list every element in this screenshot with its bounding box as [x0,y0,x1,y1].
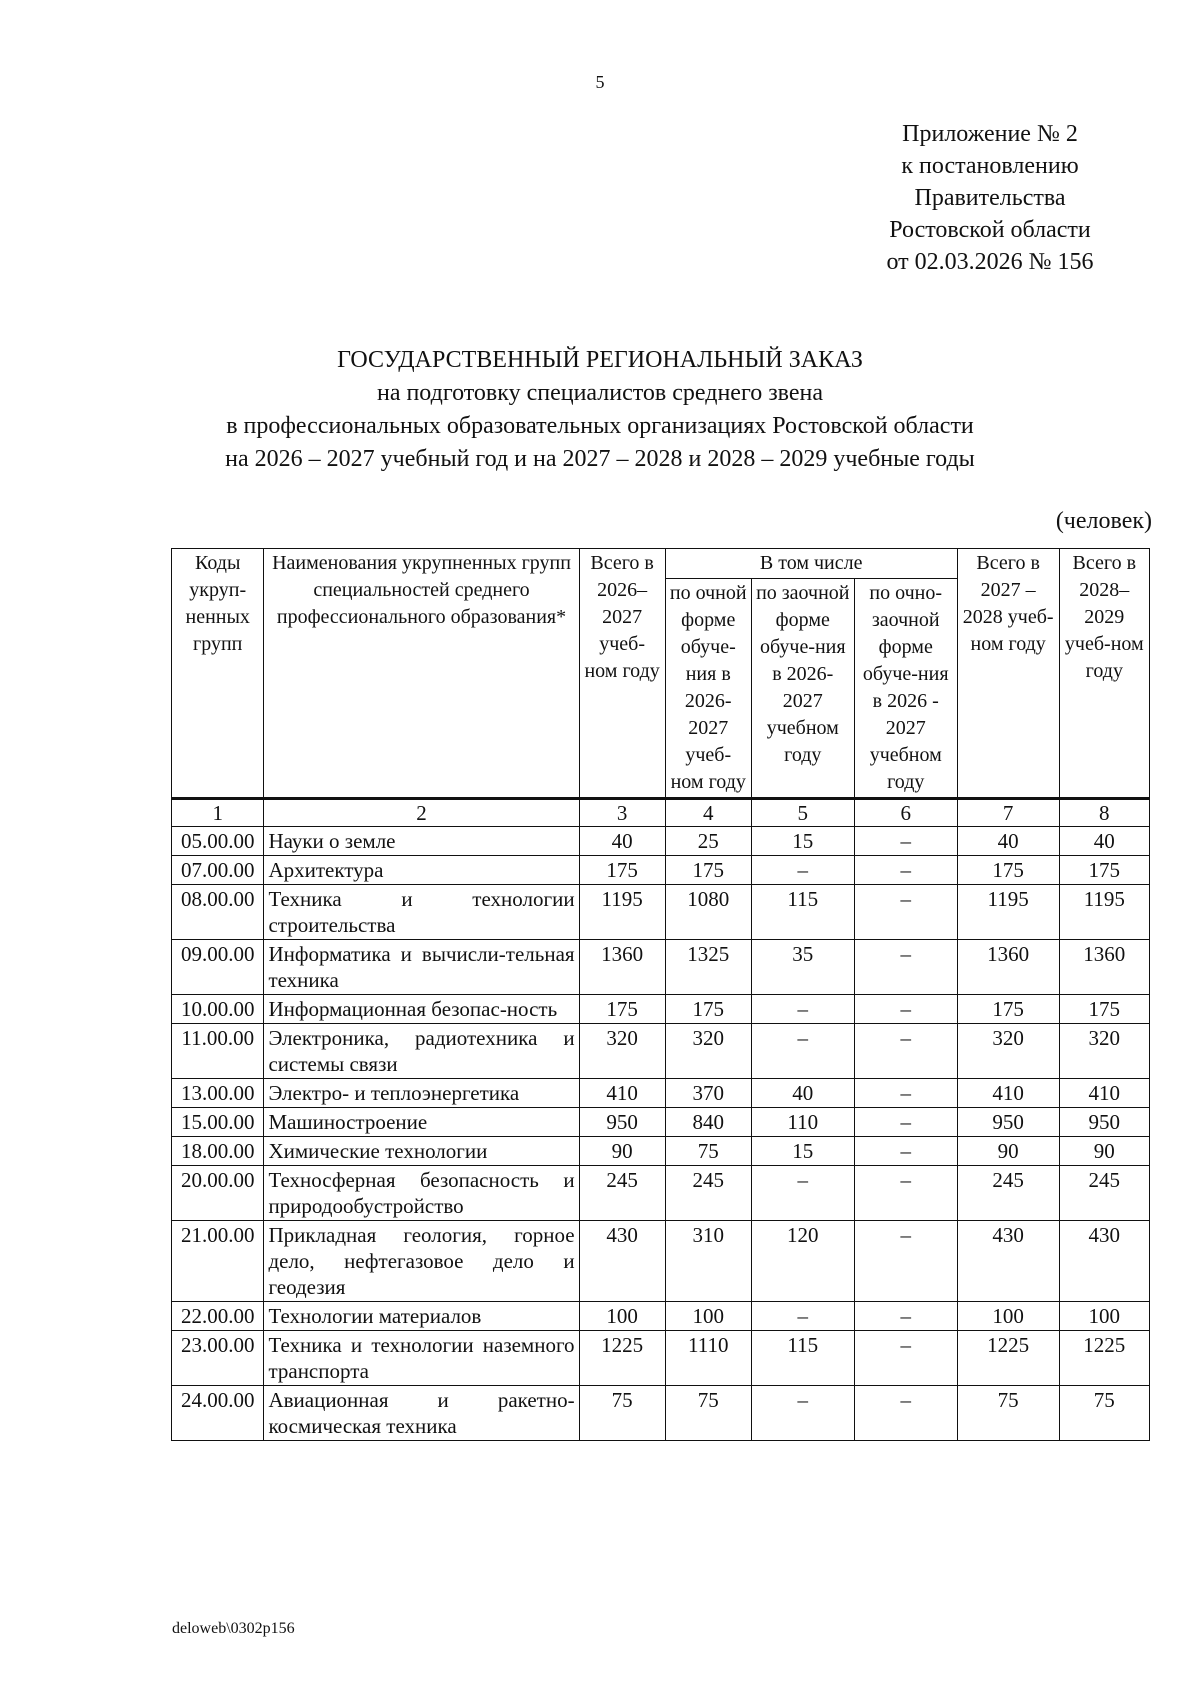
table-row [172,885,1150,940]
total-2027-value: 90 [957,1137,1059,1166]
part-time-value: – [751,856,854,885]
specialty-code: 11.00.00 [172,1024,264,1079]
appendix-line: от 02.03.2026 № 156 [886,249,1094,275]
total-2028-value: 1195 [1059,885,1149,940]
total-2028-value: 410 [1059,1079,1149,1108]
total-2027-value: 1195 [957,885,1059,940]
order-table [171,548,1150,1441]
total-2026-value: 1360 [579,940,665,995]
mixed-value: – [854,1137,957,1166]
part-time-value: 115 [751,885,854,940]
total-2027-value: 100 [957,1302,1059,1331]
specialty-code: 22.00.00 [172,1302,264,1331]
title-line: в профессиональных образовательных организациях Ростовской области [226,413,974,439]
part-time-value: 35 [751,940,854,995]
title-line: на подготовку специалистов среднего звена [376,380,824,406]
specialty-code: 05.00.00 [172,827,264,856]
full-time-value: 75 [665,1137,751,1166]
total-2026-value: 75 [579,1386,665,1441]
specialty-name: Информационная безопас-ность [264,995,579,1024]
title-heading: ГОСУДАРСТВЕННЫЙ РЕГИОНАЛЬНЫЙ ЗАКАЗ [337,347,863,373]
header-mixed: по очно-заочной форме обуче-ния в 2026 - 2027 учебном году [854,579,957,799]
total-2026-value: 1225 [579,1331,665,1386]
table-row [172,1166,1150,1221]
header-total-2026: Всего в 2026–2027 учеб-ном году [579,549,665,799]
total-2027-value: 245 [957,1166,1059,1221]
total-2026-value: 175 [579,856,665,885]
header-total-2028: Всего в 2028–2029 учеб-ном году [1059,549,1149,799]
specialty-name: Техносферная безопасность и природообустройство [264,1166,579,1221]
total-2026-value: 950 [579,1108,665,1137]
specialty-name: Информатика и вычисли-тельная техника [264,940,579,995]
full-time-value: 840 [665,1108,751,1137]
total-2028-value: 40 [1059,827,1149,856]
column-number: 7 [957,799,1059,827]
mixed-value: – [854,995,957,1024]
part-time-value: 110 [751,1108,854,1137]
total-2026-value: 175 [579,995,665,1024]
specialty-code: 24.00.00 [172,1386,264,1441]
page-number: 5 [595,72,605,92]
specialty-name: Машиностроение [264,1108,579,1137]
specialty-code: 21.00.00 [172,1221,264,1302]
total-2028-value: 1225 [1059,1331,1149,1386]
mixed-value: – [854,827,957,856]
full-time-value: 100 [665,1302,751,1331]
mixed-value: – [854,856,957,885]
column-number: 6 [854,799,957,827]
total-2027-value: 950 [957,1108,1059,1137]
units-label: (человек) [1055,508,1152,534]
total-2028-value: 245 [1059,1166,1149,1221]
total-2026-value: 1195 [579,885,665,940]
table-row [172,1221,1150,1302]
mixed-value: – [854,1331,957,1386]
column-number: 3 [579,799,665,827]
specialty-code: 08.00.00 [172,885,264,940]
full-time-value: 75 [665,1386,751,1441]
full-time-value: 175 [665,856,751,885]
total-2027-value: 320 [957,1024,1059,1079]
total-2026-value: 100 [579,1302,665,1331]
table-row [172,1137,1150,1166]
specialty-code: 13.00.00 [172,1079,264,1108]
table-row [172,1108,1150,1137]
total-2027-value: 1360 [957,940,1059,995]
header-code: Коды укруп-ненных групп [172,549,264,799]
specialty-name: Технологии материалов [264,1302,579,1331]
mixed-value: – [854,1079,957,1108]
mixed-value: – [854,1302,957,1331]
total-2026-value: 430 [579,1221,665,1302]
part-time-value: 115 [751,1331,854,1386]
mixed-value: – [854,1386,957,1441]
specialty-code: 18.00.00 [172,1137,264,1166]
header-including: В том числе [665,549,957,579]
total-2028-value: 430 [1059,1221,1149,1302]
column-number: 8 [1059,799,1149,827]
full-time-value: 25 [665,827,751,856]
specialty-code: 23.00.00 [172,1331,264,1386]
specialty-code: 10.00.00 [172,995,264,1024]
table-row [172,1331,1150,1386]
part-time-value: – [751,1166,854,1221]
full-time-value: 245 [665,1166,751,1221]
total-2028-value: 75 [1059,1386,1149,1441]
header-full-time: по очной форме обуче-ния в 2026-2027 учеб-ном году [665,579,751,799]
table-row [172,995,1150,1024]
total-2028-value: 950 [1059,1108,1149,1137]
column-number: 1 [172,799,264,827]
total-2026-value: 90 [579,1137,665,1166]
header-total-2027: Всего в 2027 – 2028 учеб-ном году [957,549,1059,799]
column-number: 4 [665,799,751,827]
total-2027-value: 175 [957,995,1059,1024]
total-2027-value: 40 [957,827,1059,856]
total-2026-value: 245 [579,1166,665,1221]
appendix-line: к постановлению [901,153,1079,179]
mixed-value: – [854,1221,957,1302]
specialty-code: 09.00.00 [172,940,264,995]
column-number-row [172,799,1150,827]
part-time-value: – [751,1302,854,1331]
specialty-code: 15.00.00 [172,1108,264,1137]
part-time-value: 120 [751,1221,854,1302]
specialty-name: Электро- и теплоэнергетика [264,1079,579,1108]
table-row [172,1302,1150,1331]
full-time-value: 175 [665,995,751,1024]
total-2027-value: 175 [957,856,1059,885]
total-2026-value: 410 [579,1079,665,1108]
total-2028-value: 90 [1059,1137,1149,1166]
mixed-value: – [854,885,957,940]
specialty-name: Прикладная геология, горное дело, нефтегазовое дело и геодезия [264,1221,579,1302]
specialty-name: Электроника, радиотехника и системы связи [264,1024,579,1079]
full-time-value: 1080 [665,885,751,940]
specialty-code: 20.00.00 [172,1166,264,1221]
title-line: на 2026 – 2027 учебный год и на 2027 – 2028 и 2028 – 2029 учебные годы [225,446,975,472]
appendix-block [820,118,1160,278]
specialty-code: 07.00.00 [172,856,264,885]
specialty-name: Авиационная и ракетно-космическая техника [264,1386,579,1441]
header-part-time: по заочной форме обуче-ния в 2026-2027 учебном году [751,579,854,799]
document-title [0,344,1200,476]
footer-path: deloweb\0302p156 [172,1620,295,1637]
total-2028-value: 1360 [1059,940,1149,995]
mixed-value: – [854,1166,957,1221]
table-row [172,827,1150,856]
full-time-value: 1110 [665,1331,751,1386]
mixed-value: – [854,940,957,995]
total-2028-value: 175 [1059,856,1149,885]
total-2027-value: 75 [957,1386,1059,1441]
total-2027-value: 410 [957,1079,1059,1108]
total-2028-value: 100 [1059,1302,1149,1331]
appendix-line: Приложение № 2 [902,121,1078,147]
total-2026-value: 40 [579,827,665,856]
mixed-value: – [854,1024,957,1079]
column-number: 5 [751,799,854,827]
appendix-line: Ростовской области [889,217,1091,243]
total-2027-value: 1225 [957,1331,1059,1386]
table-row [172,1079,1150,1108]
mixed-value: – [854,1108,957,1137]
specialty-name: Техника и технологии строительства [264,885,579,940]
table-row [172,940,1150,995]
header-name: Наименования укрупненных групп специальностей среднего профессионального образования* [264,549,579,799]
column-number: 2 [264,799,579,827]
table-row [172,856,1150,885]
specialty-name: Архитектура [264,856,579,885]
full-time-value: 320 [665,1024,751,1079]
specialty-name: Техника и технологии наземного транспорта [264,1331,579,1386]
specialty-name: Науки о земле [264,827,579,856]
table-row [172,1386,1150,1441]
full-time-value: 370 [665,1079,751,1108]
part-time-value: 40 [751,1079,854,1108]
full-time-value: 1325 [665,940,751,995]
part-time-value: 15 [751,1137,854,1166]
total-2028-value: 320 [1059,1024,1149,1079]
total-2026-value: 320 [579,1024,665,1079]
total-2027-value: 430 [957,1221,1059,1302]
full-time-value: 310 [665,1221,751,1302]
part-time-value: – [751,995,854,1024]
part-time-value: – [751,1386,854,1441]
part-time-value: 15 [751,827,854,856]
part-time-value: – [751,1024,854,1079]
appendix-line: Правительства [914,185,1066,211]
table-row [172,1024,1150,1079]
total-2028-value: 175 [1059,995,1149,1024]
specialty-name: Химические технологии [264,1137,579,1166]
